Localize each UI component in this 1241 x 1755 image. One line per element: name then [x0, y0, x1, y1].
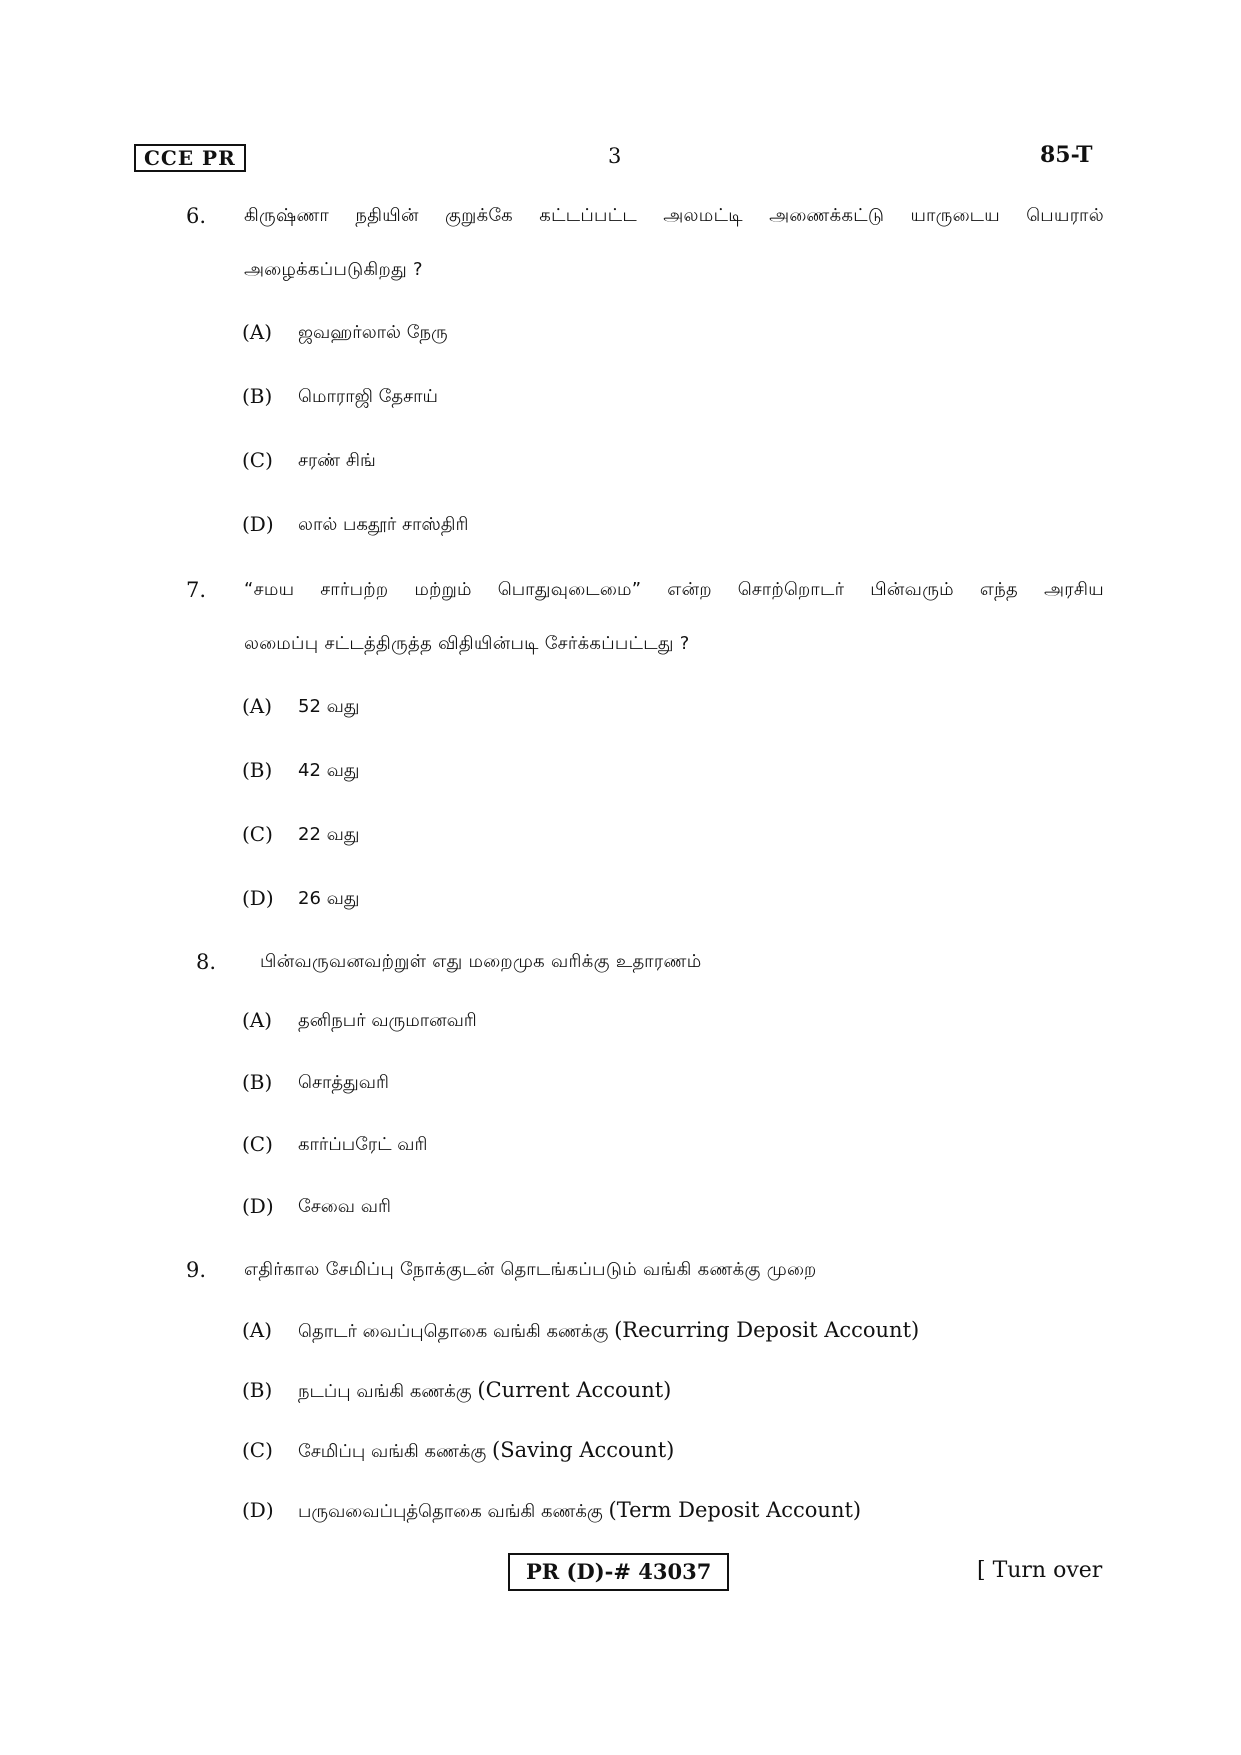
option-a-label: (A) — [242, 694, 273, 718]
question-text-line-2: லமைப்பு சட்டத்திருத்த விதியின்படி சேர்க்கப்பட்டது ? — [244, 633, 690, 654]
option-a-label: (A) — [242, 320, 273, 344]
option-a-text — [298, 1318, 919, 1344]
option-c-english: (Saving Account) — [492, 1438, 675, 1462]
question-number: 9. — [186, 1258, 207, 1282]
option-d-text: சேவை வரி — [298, 1196, 391, 1217]
option-c-label: (C) — [242, 1438, 273, 1462]
option-d-text — [298, 1498, 861, 1524]
option-a-text: ஜவஹர்லால் நேரு — [298, 322, 448, 343]
option-d-text: லால் பகதூர் சாஸ்திரி — [298, 514, 469, 535]
question-text-line-1: எதிர்கால சேமிப்பு நோக்குடன் தொடங்கப்படும் வங்கி கணக்கு முறை — [244, 1259, 817, 1280]
option-c-tamil: சேமிப்பு வங்கி கணக்கு — [298, 1441, 487, 1462]
option-a-text: 52 வது — [298, 696, 360, 717]
option-d-english: (Term Deposit Account) — [608, 1498, 862, 1522]
option-a-text: தனிநபர் வருமானவரி — [298, 1010, 477, 1031]
option-b-label: (B) — [242, 758, 273, 782]
paper-code-box: CCE PR — [134, 144, 246, 172]
question-number: 7. — [186, 578, 207, 602]
question-number: 8. — [196, 950, 217, 974]
option-d-tamil: பருவவைப்புத்தொகை வங்கி கணக்கு — [298, 1501, 603, 1522]
question-text-line-1: கிருஷ்ணா நதியின் குறுக்கே கட்டப்பட்ட அலமட்டி அணைக்கட்டு யாருடைய பெயரால் — [244, 205, 1104, 226]
option-d-label: (D) — [242, 1498, 274, 1522]
question-text-line-2: அழைக்கப்படுகிறது ? — [244, 259, 423, 280]
option-b-text: 42 வது — [298, 760, 360, 781]
option-b-english: (Current Account) — [477, 1378, 672, 1402]
paper-series-code: 85-T — [1040, 142, 1093, 168]
option-b-text — [298, 1378, 671, 1404]
option-c-label: (C) — [242, 448, 273, 472]
option-c-label: (C) — [242, 1132, 273, 1156]
option-a-label: (A) — [242, 1318, 273, 1342]
turn-over-note: [ Turn over — [977, 1558, 1103, 1583]
option-b-label: (B) — [242, 1070, 273, 1094]
option-a-tamil: தொடர் வைப்புதொகை வங்கி கணக்கு — [298, 1321, 609, 1342]
option-a-label: (A) — [242, 1008, 273, 1032]
option-b-label: (B) — [242, 384, 273, 408]
option-b-tamil: நடப்பு வங்கி கணக்கு — [298, 1381, 472, 1402]
option-d-label: (D) — [242, 1194, 274, 1218]
question-text-line-1: பின்வருவனவற்றுள் எது மறைமுக வரிக்கு உதாரணம் — [260, 951, 702, 972]
option-d-text: 26 வது — [298, 888, 360, 909]
option-c-label: (C) — [242, 822, 273, 846]
page-number: 3 — [608, 144, 622, 168]
option-d-label: (D) — [242, 886, 274, 910]
option-d-label: (D) — [242, 512, 274, 536]
option-b-text: சொத்துவரி — [298, 1072, 389, 1093]
option-c-text: சரண் சிங் — [298, 450, 376, 471]
footer-paper-code-box: PR (D)-# 43037 — [508, 1553, 729, 1591]
option-b-label: (B) — [242, 1378, 273, 1402]
option-c-text: 22 வது — [298, 824, 360, 845]
question-number: 6. — [186, 204, 207, 228]
option-c-text: கார்ப்பரேட் வரி — [298, 1134, 428, 1155]
question-text-line-1: “சமய சார்பற்ற மற்றும் பொதுவுடைமை” என்ற சொற்றொடர் பின்வரும் எந்த அரசிய — [244, 579, 1104, 600]
option-a-english: (Recurring Deposit Account) — [614, 1318, 920, 1342]
option-c-text — [298, 1438, 674, 1464]
option-b-text: மொராஜி தேசாய் — [298, 386, 438, 407]
